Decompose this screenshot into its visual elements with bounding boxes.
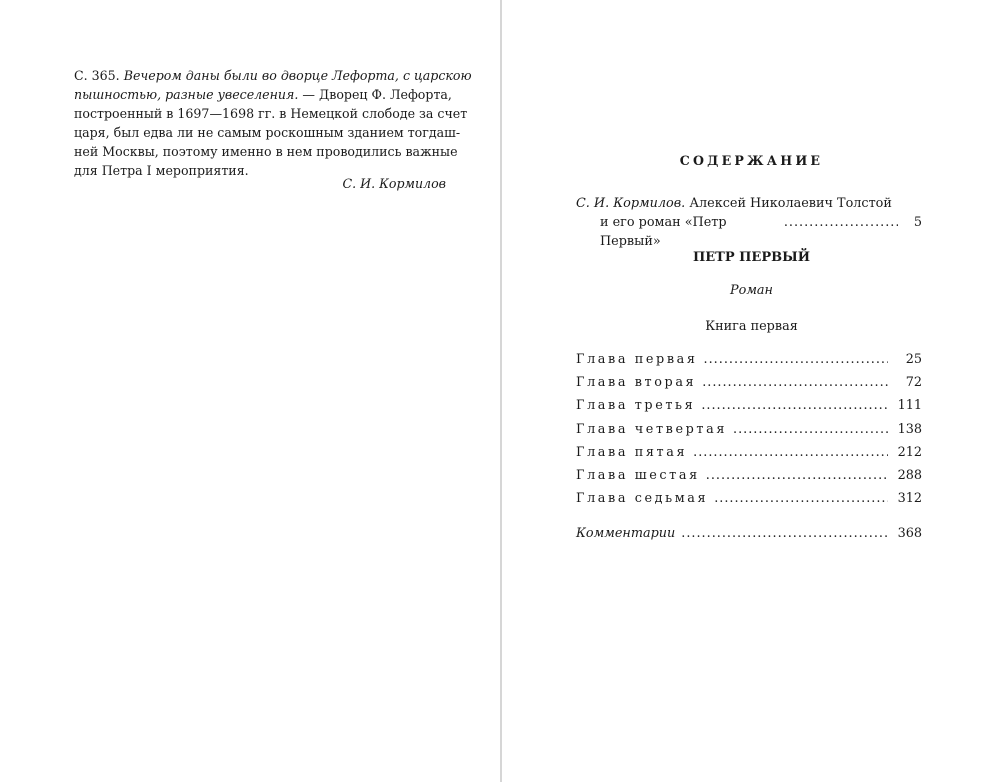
- leader-dots: [693, 443, 888, 462]
- toc-entry-intro: [576, 194, 922, 251]
- note-line: царя, был едва ли не самым роскошным зданием тогдаш-: [74, 125, 461, 140]
- note-quote-part2: пышностью, разные увеселения.: [74, 87, 299, 102]
- chapter-label: Глава шестая: [576, 467, 700, 483]
- note-quote-part1: Вечером даны были во дворце Лефорта, с царскою: [123, 68, 472, 83]
- note-line: для Петра I мероприятия.: [74, 163, 249, 178]
- toc-intro-author: С. И. Кормилов.: [576, 196, 686, 211]
- book-title: ПЕТР ПЕРВЫЙ: [692, 250, 810, 265]
- toc-title: СОДЕРЖАНИЕ: [679, 153, 824, 168]
- leader-dots: [704, 350, 888, 369]
- part-title: Книга первая: [705, 319, 798, 334]
- note-signature: С. И. Кормилов: [342, 176, 446, 191]
- toc-entry-chapter-7: [576, 489, 922, 512]
- chapter-label: Глава вторая: [576, 375, 697, 391]
- leader-dots: [701, 396, 888, 415]
- chapter-label: Глава пятая: [576, 444, 688, 460]
- note-line: построенный в 1697—1698 гг. в Немецкой слободе за счет: [74, 106, 468, 121]
- toc-entry-chapter-6: [576, 466, 922, 489]
- toc-page-number: 72: [905, 375, 922, 391]
- toc-page-number: 5: [913, 215, 922, 230]
- note-ref: С. 365.: [74, 68, 120, 83]
- toc-page-number: 368: [897, 526, 922, 541]
- note-line: [74, 85, 452, 104]
- toc-entry-chapter-5: [576, 443, 922, 466]
- toc-entry-comments: [576, 524, 922, 547]
- toc-entry-chapter-2: [576, 373, 922, 396]
- chapter-label: Глава седьмая: [576, 491, 709, 507]
- toc-intro-line2: [576, 213, 922, 251]
- toc-page-number: 312: [897, 491, 922, 507]
- leader-dots: [706, 466, 888, 485]
- leader-dots: [681, 524, 888, 543]
- leader-dots: [714, 489, 888, 508]
- toc-page-number: 212: [897, 444, 922, 460]
- chapter-label: Глава четвертая: [576, 421, 727, 437]
- note-line: ней Москвы, поэтому именно в нем проводились важные: [74, 144, 458, 159]
- leader-dots: [733, 420, 888, 439]
- genre-label: Роман: [730, 283, 773, 298]
- chapter-list: [576, 350, 922, 512]
- toc-entry-chapter-4: [576, 420, 922, 443]
- toc-page-number: 111: [897, 398, 922, 414]
- toc-intro-title2: и его роман «Петр Первый»: [600, 215, 727, 249]
- comments-label: Комментарии: [576, 526, 676, 541]
- toc-entry-chapter-1: [576, 350, 922, 373]
- chapter-label: Глава третья: [576, 398, 696, 414]
- toc-intro-line1: [576, 194, 922, 213]
- toc-page-number: 138: [897, 421, 922, 437]
- toc-page-number: 288: [897, 467, 922, 483]
- leader-dots: [702, 373, 888, 392]
- commentary-note: [74, 66, 472, 180]
- chapter-label: Глава первая: [576, 352, 698, 367]
- toc-intro-title1: Алексей Николаевич Толстой: [685, 196, 892, 211]
- leader-dots: [784, 213, 898, 232]
- toc-entry-chapter-3: [576, 396, 922, 419]
- toc-page-number: 25: [905, 352, 922, 367]
- note-line: [74, 66, 472, 85]
- note-text: — Дворец Ф. Лефорта,: [298, 87, 452, 102]
- toc-comments-row: [576, 524, 922, 547]
